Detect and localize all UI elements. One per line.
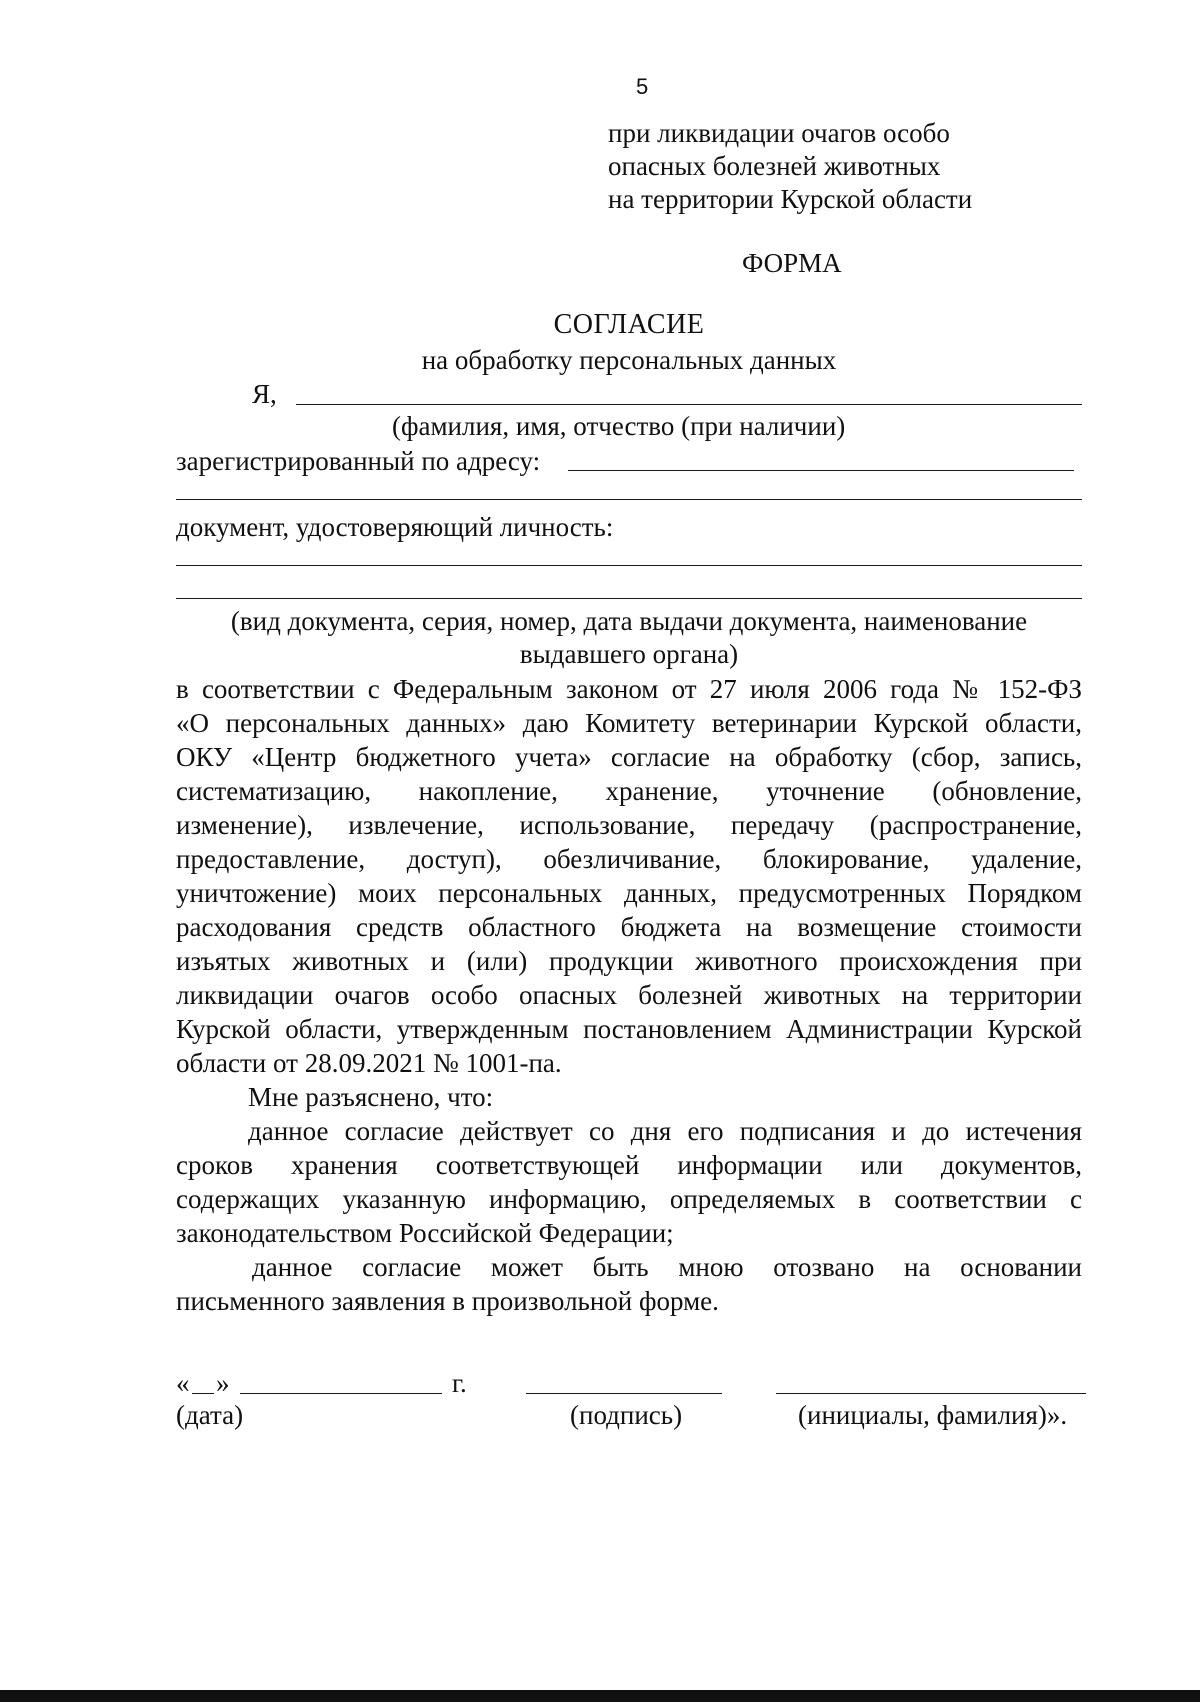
fio-field-line[interactable] (296, 404, 1082, 405)
document-subtitle: на обработку персональных данных (421, 345, 837, 375)
document-caption: выдавшего органа) (519, 639, 739, 669)
ya-label: Я, (252, 379, 277, 409)
quote-open: « (176, 1368, 190, 1398)
explained-label: Мне разъяснено, что: (248, 1082, 494, 1112)
body-line: изменение), извлечение, использование, передачу (распространение, (176, 810, 1082, 840)
fio-caption: (фамилия, имя, отчество (при наличии) (392, 411, 846, 441)
body-line: ликвидации очагов особо опасных болезней животных на территории (176, 980, 1082, 1010)
document-title: СОГЛАСИЕ (553, 309, 705, 340)
address-field-line-2[interactable] (176, 499, 1082, 500)
body-line: Курской области, утвержденным постановлением Администрации Курской (176, 1014, 1082, 1044)
clause-line: данное согласие действует со дня его подписания и до истечения (248, 1116, 1082, 1146)
address-field-line[interactable] (568, 470, 1074, 471)
body-line: «О персональных данных» даю Комитету ветеринарии Курской области, (176, 708, 1082, 738)
body-line: уничтожение) моих персональных данных, предусмотренных Порядком (176, 878, 1082, 908)
clause-line: содержащих указанную информацию, определяемых в соответствии с (176, 1184, 1082, 1214)
quote-close: » (216, 1368, 230, 1398)
body-line: ОКУ «Центр бюджетного учета» согласие на обработку (сбор, запись, (176, 742, 1082, 772)
clause-line: данное согласие может быть мною отозвано на основании (252, 1252, 1082, 1282)
body-line: предоставление, доступ), обезличивание, блокирование, удаление, (176, 844, 1082, 874)
body-line: систематизацию, накопление, хранение, уточнение (обновление, (176, 776, 1082, 806)
day-field-line[interactable] (192, 1393, 214, 1394)
page-number: 5 (636, 74, 649, 99)
body-line: в соответствии с Федеральным законом от 27 июля 2006 года № 152-ФЗ (176, 674, 1082, 704)
form-label: ФОРМА (742, 248, 842, 278)
year-suffix: г. (452, 1368, 467, 1398)
date-caption: (дата) (176, 1400, 244, 1430)
body-line: расходования средств областного бюджета на возмещение стоимости (176, 912, 1082, 942)
scan-bottom-edge (0, 1690, 1200, 1702)
header-line: опасных болезней животных (608, 151, 941, 181)
document-field-line-2[interactable] (176, 598, 1082, 599)
clause-line: законодательством Российской Федерации; (176, 1218, 674, 1248)
clause-line: письменного заявления в произвольной форме. (176, 1286, 719, 1316)
month-field-line[interactable] (240, 1393, 442, 1394)
signature-caption: (подпись) (570, 1400, 683, 1430)
name-field-line[interactable] (776, 1393, 1086, 1394)
header-line: при ликвидации очагов особо (608, 118, 950, 148)
name-caption: (инициалы, фамилия)». (798, 1400, 1068, 1430)
document-field-line[interactable] (176, 565, 1082, 566)
signature-field-line[interactable] (526, 1393, 722, 1394)
clause-line: сроков хранения соответствующей информации или документов, (176, 1150, 1082, 1180)
body-line: изъятых животных и (или) продукции животного происхождения при (176, 946, 1082, 976)
document-label: документ, удостоверяющий личность: (176, 512, 614, 542)
address-label: зарегистрированный по адресу: (176, 446, 541, 476)
body-line: области от 28.09.2021 № 1001-па. (176, 1048, 562, 1078)
document-caption: (вид документа, серия, номер, дата выдачи документа, наименование (230, 606, 1028, 636)
header-line: на территории Курской области (608, 184, 973, 214)
